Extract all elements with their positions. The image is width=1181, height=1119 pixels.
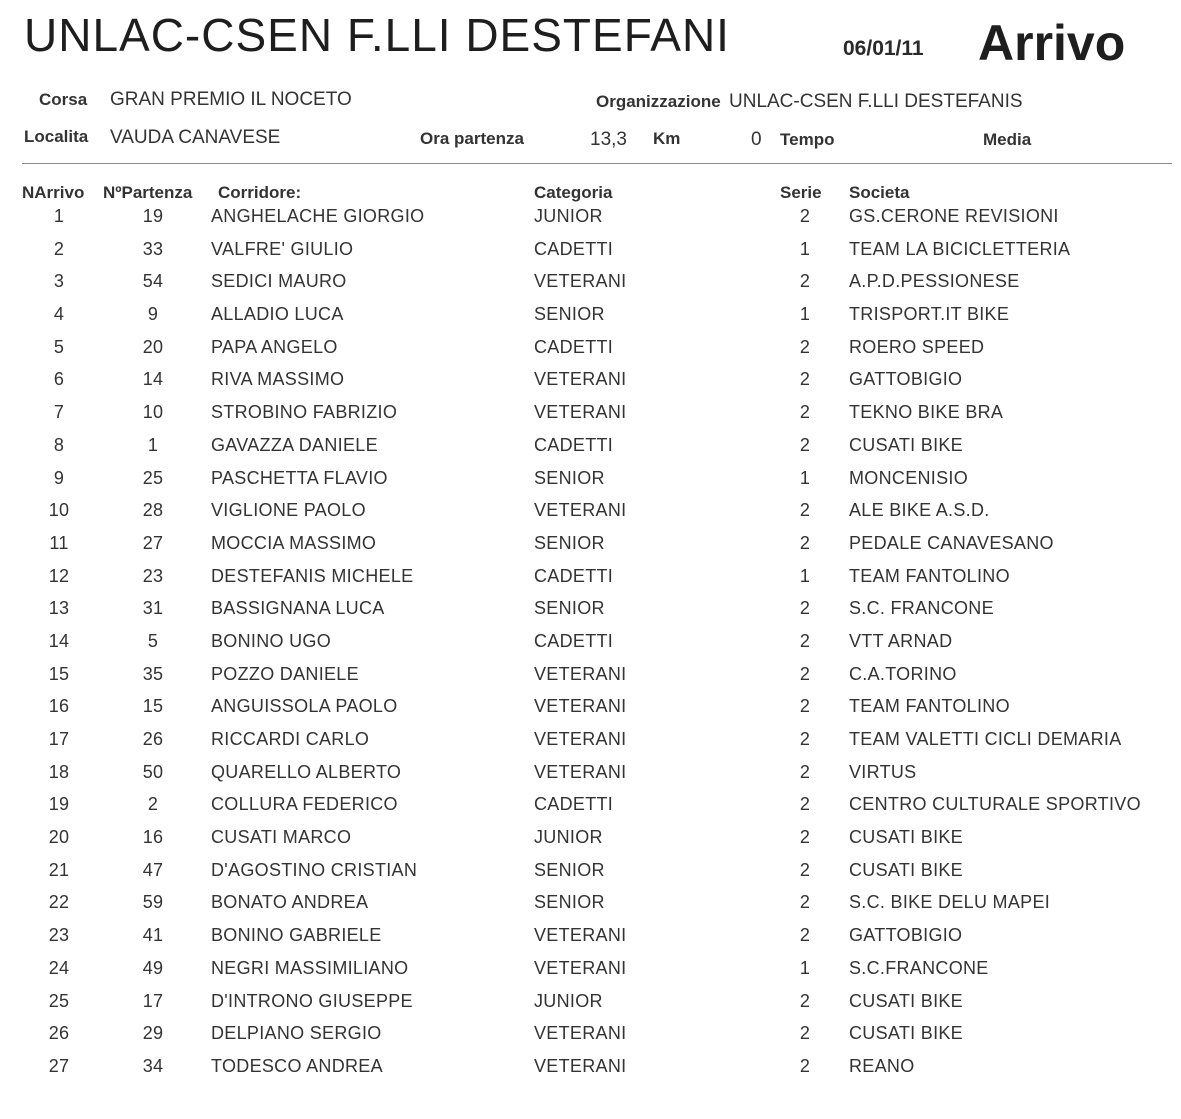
partenza-cell: 16 <box>142 827 164 848</box>
categoria-cell: SENIOR <box>534 859 605 880</box>
corsa-label: Corsa <box>39 90 88 109</box>
corridore-cell: SEDICI MAURO <box>211 271 347 292</box>
partenza-cell: 20 <box>142 336 164 357</box>
societa-cell: TRISPORT.IT BIKE <box>849 304 1010 325</box>
societa-cell: CUSATI BIKE <box>849 990 963 1011</box>
arrivo-cell: 7 <box>53 402 65 423</box>
societa-cell: GS.CERONE REVISIONI <box>849 206 1059 226</box>
corridore-cell: STROBINO FABRIZIO <box>211 402 398 423</box>
categoria-cell: JUNIOR <box>534 990 603 1011</box>
serie-cell: 2 <box>799 892 811 913</box>
arrivo-cell: 12 <box>48 565 70 586</box>
localita-value: VAUDA CANAVESE <box>110 127 281 148</box>
categoria-cell: VETERANI <box>534 925 627 946</box>
tempo-value: 0 <box>751 129 762 150</box>
arrivo-cell: 26 <box>48 1023 70 1044</box>
column-header-societa: Societa <box>849 183 910 202</box>
arrivo-cell: 6 <box>53 369 65 390</box>
table-row <box>0 985 1181 1018</box>
categoria-cell: SENIOR <box>534 892 605 913</box>
categoria-cell: JUNIOR <box>534 206 603 226</box>
column-header-corridore: Corridore: <box>218 183 302 202</box>
corridore-cell: VALFRE' GIULIO <box>211 238 354 259</box>
corridore-cell: POZZO DANIELE <box>211 663 359 684</box>
table-row <box>0 462 1181 495</box>
corridore-cell: ANGUISSOLA PAOLO <box>211 696 398 717</box>
categoria-cell: VETERANI <box>534 500 627 521</box>
serie-cell: 2 <box>799 663 811 684</box>
serie-cell: 2 <box>799 630 811 651</box>
partenza-cell: 50 <box>142 761 164 782</box>
arrivo-cell: 25 <box>48 990 70 1011</box>
categoria-cell: CADETTI <box>534 630 614 651</box>
corridore-cell: RICCARDI CARLO <box>211 729 370 749</box>
societa-cell: A.P.D.PESSIONESE <box>849 271 1020 292</box>
societa-cell: CENTRO CULTURALE SPORTIVO <box>849 794 1141 815</box>
partenza-cell: 23 <box>142 565 164 586</box>
partenza-cell: 29 <box>142 1023 164 1044</box>
arrivo-cell: 4 <box>53 304 65 325</box>
corridore-cell: VIGLIONE PAOLO <box>211 500 366 521</box>
arrivo-cell: 2 <box>53 238 65 259</box>
arrivo-cell: 8 <box>53 434 65 455</box>
serie-cell: 2 <box>799 1055 811 1076</box>
table-row <box>0 821 1181 854</box>
societa-cell: CUSATI BIKE <box>849 859 963 880</box>
arrivo-cell: 17 <box>48 729 70 749</box>
corridore-cell: COLLURA FEDERICO <box>211 794 398 815</box>
serie-cell: 1 <box>799 957 811 978</box>
corridore-cell: TODESCO ANDREA <box>211 1055 383 1076</box>
corridore-cell: DELPIANO SERGIO <box>211 1023 382 1044</box>
column-header-serie: Serie <box>780 183 822 202</box>
partenza-cell: 9 <box>147 304 159 325</box>
table-row <box>0 919 1181 952</box>
societa-cell: REANO <box>849 1055 915 1076</box>
societa-cell: CUSATI BIKE <box>849 434 963 455</box>
partenza-cell: 1 <box>147 434 159 455</box>
serie-cell: 2 <box>799 761 811 782</box>
corridore-cell: D'INTRONO GIUSEPPE <box>211 990 413 1011</box>
serie-cell: 2 <box>799 696 811 717</box>
categoria-cell: VETERANI <box>534 761 627 782</box>
categoria-cell: CADETTI <box>534 565 614 586</box>
organizzazione-value: UNLAC-CSEN F.LLI DESTEFANIS <box>729 91 1023 112</box>
table-row <box>0 331 1181 364</box>
partenza-cell: 35 <box>142 663 164 684</box>
arrivo-cell: 3 <box>53 271 65 292</box>
partenza-cell: 49 <box>142 957 164 978</box>
serie-cell: 1 <box>799 467 811 488</box>
serie-cell: 2 <box>799 500 811 521</box>
race-date: 06/01/11 <box>843 37 924 60</box>
categoria-cell: VETERANI <box>534 1055 627 1076</box>
societa-cell: GATTOBIGIO <box>849 925 963 946</box>
arrivo-cell: 1 <box>53 206 65 226</box>
serie-cell: 2 <box>799 271 811 292</box>
serie-cell: 2 <box>799 402 811 423</box>
corridore-cell: PAPA ANGELO <box>211 336 338 357</box>
arrivo-cell: 10 <box>48 500 70 521</box>
categoria-cell: CADETTI <box>534 434 614 455</box>
categoria-cell: VETERANI <box>534 729 627 749</box>
partenza-cell: 25 <box>142 467 164 488</box>
serie-cell: 2 <box>799 925 811 946</box>
table-row <box>0 886 1181 919</box>
societa-cell: S.C.FRANCONE <box>849 957 989 978</box>
arrivo-cell: 14 <box>48 630 70 651</box>
categoria-cell: VETERANI <box>534 696 627 717</box>
categoria-cell: VETERANI <box>534 271 627 292</box>
arrivo-cell: 18 <box>48 761 70 782</box>
serie-cell: 1 <box>799 565 811 586</box>
corridore-cell: MOCCIA MASSIMO <box>211 532 377 553</box>
table-row <box>0 788 1181 821</box>
ora-partenza-label: Ora partenza <box>420 129 524 148</box>
table-row <box>0 690 1181 723</box>
table-row <box>0 429 1181 462</box>
arrivo-cell: 21 <box>48 859 70 880</box>
arrivo-cell: 11 <box>49 532 69 553</box>
table-row <box>0 658 1181 691</box>
serie-cell: 2 <box>799 859 811 880</box>
serie-cell: 2 <box>799 990 811 1011</box>
document-title: UNLAC-CSEN F.LLI DESTEFANI <box>24 9 730 61</box>
organizzazione-label: Organizzazione <box>596 92 721 111</box>
societa-cell: ALE BIKE A.S.D. <box>849 500 990 521</box>
arrivo-cell: 15 <box>48 663 70 684</box>
arrivo-cell: 9 <box>53 467 65 488</box>
arrivo-cell: 22 <box>48 892 70 913</box>
societa-cell: VTT ARNAD <box>849 630 953 651</box>
corridore-cell: ALLADIO LUCA <box>211 304 344 325</box>
partenza-cell: 54 <box>142 271 164 292</box>
arrivo-cell: 5 <box>53 336 65 357</box>
partenza-cell: 33 <box>142 238 164 259</box>
serie-cell: 1 <box>799 304 811 325</box>
partenza-cell: 28 <box>142 500 164 521</box>
categoria-cell: SENIOR <box>534 532 605 553</box>
categoria-cell: VETERANI <box>534 663 627 684</box>
categoria-cell: CADETTI <box>534 336 614 357</box>
results-table <box>0 200 1181 1083</box>
serie-cell: 2 <box>799 827 811 848</box>
serie-cell: 2 <box>799 434 811 455</box>
table-row <box>0 854 1181 887</box>
column-header-partenza: NºPartenza <box>103 183 193 202</box>
serie-cell: 2 <box>799 598 811 619</box>
corridore-cell: CUSATI MARCO <box>211 827 352 848</box>
societa-cell: ROERO SPEED <box>849 336 985 357</box>
corridore-cell: D'AGOSTINO CRISTIAN <box>211 859 418 880</box>
table-row <box>0 723 1181 756</box>
corridore-cell: BONATO ANDREA <box>211 892 369 913</box>
table-row <box>0 625 1181 658</box>
partenza-cell: 27 <box>142 532 164 553</box>
societa-cell: GATTOBIGIO <box>849 369 963 390</box>
corridore-cell: GAVAZZA DANIELE <box>211 434 378 455</box>
serie-cell: 2 <box>799 794 811 815</box>
corsa-value: GRAN PREMIO IL NOCETO <box>110 89 352 110</box>
societa-cell: TEKNO BIKE BRA <box>849 402 1004 423</box>
serie-cell: 2 <box>799 336 811 357</box>
partenza-cell: 15 <box>142 696 164 717</box>
table-row <box>0 363 1181 396</box>
table-row <box>0 952 1181 985</box>
arrivo-cell: 13 <box>48 598 70 619</box>
table-row <box>0 592 1181 625</box>
partenza-cell: 10 <box>142 402 164 423</box>
societa-cell: CUSATI BIKE <box>849 1023 963 1044</box>
partenza-cell: 2 <box>147 794 159 815</box>
categoria-cell: SENIOR <box>534 467 605 488</box>
serie-cell: 2 <box>799 1023 811 1044</box>
partenza-cell: 19 <box>142 206 164 226</box>
arrivo-cell: 16 <box>48 696 70 717</box>
partenza-cell: 14 <box>142 369 164 390</box>
table-row <box>0 200 1181 233</box>
categoria-cell: CADETTI <box>534 794 614 815</box>
societa-cell: PEDALE CANAVESANO <box>849 532 1054 553</box>
partenza-cell: 5 <box>147 630 159 651</box>
societa-cell: MONCENISIO <box>849 467 969 488</box>
column-header-categoria: Categoria <box>534 183 613 202</box>
serie-cell: 2 <box>799 206 811 226</box>
societa-cell: C.A.TORINO <box>849 663 957 684</box>
corridore-cell: RIVA MASSIMO <box>211 369 345 390</box>
tempo-label: Tempo <box>780 130 835 149</box>
categoria-cell: VETERANI <box>534 1023 627 1044</box>
arrivo-cell: 23 <box>48 925 70 946</box>
societa-cell: VIRTUS <box>849 761 917 782</box>
header-divider <box>22 163 1172 164</box>
partenza-cell: 17 <box>142 990 164 1011</box>
km-value: 13,3 <box>590 129 627 150</box>
table-row <box>0 1017 1181 1050</box>
arrivo-cell: 27 <box>48 1055 70 1076</box>
corridore-cell: ANGHELACHE GIORGIO <box>211 206 425 226</box>
table-row <box>0 265 1181 298</box>
table-row <box>0 527 1181 560</box>
societa-cell: CUSATI BIKE <box>849 827 963 848</box>
categoria-cell: JUNIOR <box>534 827 603 848</box>
document-type-badge: Arrivo <box>978 15 1126 71</box>
serie-cell: 1 <box>799 238 811 259</box>
column-header-arrivo: NArrivo <box>22 183 85 202</box>
corridore-cell: BONINO UGO <box>211 630 332 651</box>
corridore-cell: BONINO GABRIELE <box>211 925 382 946</box>
partenza-cell: 41 <box>142 925 164 946</box>
table-row <box>0 560 1181 593</box>
categoria-cell: SENIOR <box>534 598 605 619</box>
societa-cell: S.C. FRANCONE <box>849 598 994 619</box>
partenza-cell: 47 <box>142 859 164 880</box>
partenza-cell: 26 <box>142 729 164 749</box>
table-row <box>0 396 1181 429</box>
serie-cell: 2 <box>799 369 811 390</box>
media-label: Media <box>983 130 1032 149</box>
corridore-cell: NEGRI MASSIMILIANO <box>211 957 409 978</box>
table-row <box>0 298 1181 331</box>
arrivo-cell: 20 <box>48 827 70 848</box>
table-row <box>0 494 1181 527</box>
categoria-cell: VETERANI <box>534 957 627 978</box>
societa-cell: TEAM LA BICICLETTERIA <box>849 238 1071 259</box>
corridore-cell: DESTEFANIS MICHELE <box>211 565 414 586</box>
categoria-cell: CADETTI <box>534 238 614 259</box>
partenza-cell: 59 <box>142 892 164 913</box>
partenza-cell: 34 <box>142 1055 164 1076</box>
corridore-cell: QUARELLO ALBERTO <box>211 761 402 782</box>
partenza-cell: 31 <box>142 598 164 619</box>
localita-label: Localita <box>24 127 89 146</box>
km-label: Km <box>653 129 681 148</box>
table-row <box>0 1050 1181 1083</box>
categoria-cell: SENIOR <box>534 304 605 325</box>
societa-cell: TEAM FANTOLINO <box>849 565 1010 586</box>
corridore-cell: PASCHETTA FLAVIO <box>211 467 388 488</box>
serie-cell: 2 <box>799 729 811 749</box>
arrivo-cell: 19 <box>48 794 70 815</box>
categoria-cell: VETERANI <box>534 402 627 423</box>
corridore-cell: BASSIGNANA LUCA <box>211 598 385 619</box>
societa-cell: S.C. BIKE DELU MAPEI <box>849 892 1051 913</box>
arrivo-cell: 24 <box>48 957 70 978</box>
societa-cell: TEAM VALETTI CICLI DEMARIA <box>849 729 1122 749</box>
table-row <box>0 233 1181 266</box>
serie-cell: 2 <box>799 532 811 553</box>
societa-cell: TEAM FANTOLINO <box>849 696 1010 717</box>
categoria-cell: VETERANI <box>534 369 627 390</box>
table-row <box>0 756 1181 789</box>
